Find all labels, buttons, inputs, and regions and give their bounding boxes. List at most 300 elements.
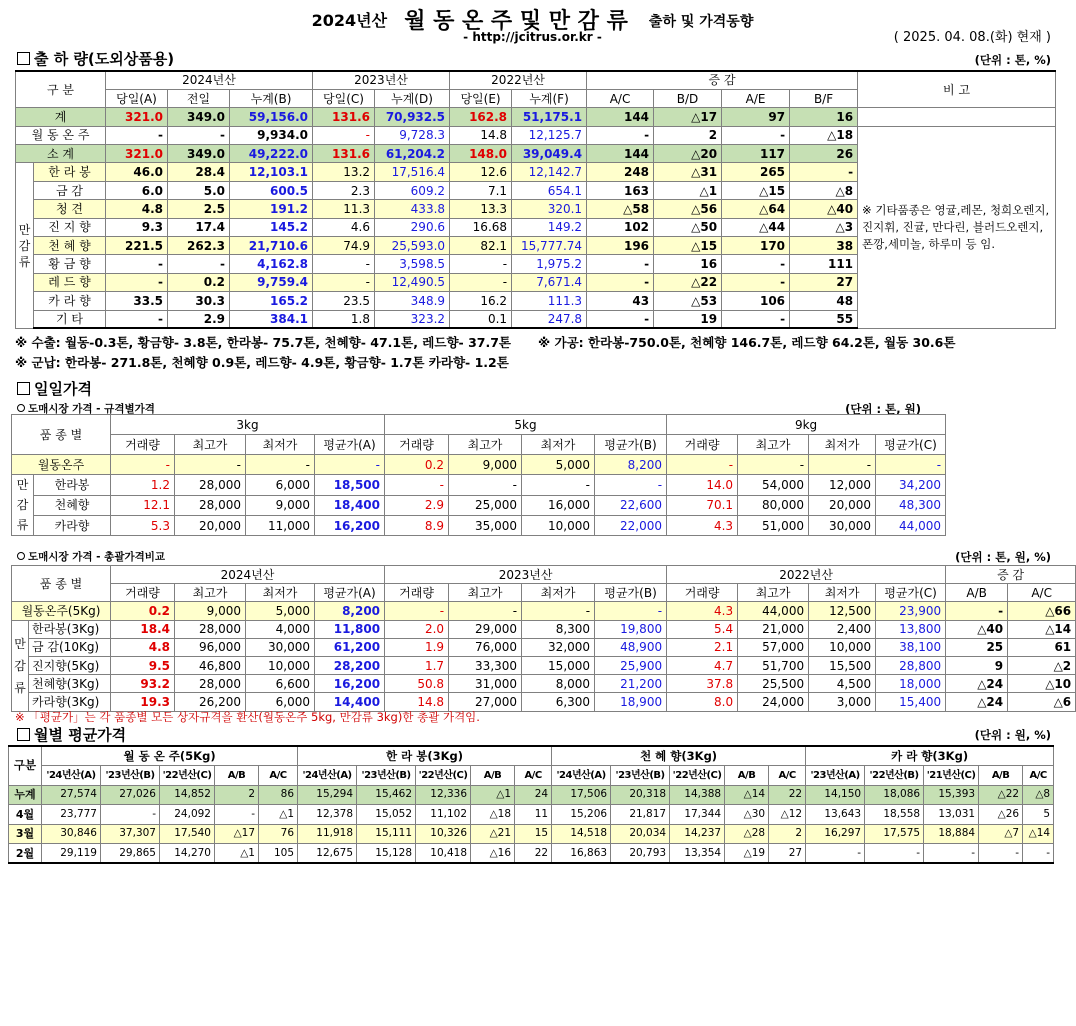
remark-blank-cell: [858, 108, 1056, 126]
header-kind: 품 종 별: [12, 566, 111, 602]
data-cell: 0.1: [450, 310, 512, 328]
data-cell: 191.2: [230, 200, 313, 218]
data-cell: 19,800: [595, 620, 667, 638]
col-header: 평균가(B): [595, 435, 667, 455]
data-cell: 20,034: [611, 824, 670, 844]
data-cell: -: [315, 455, 385, 475]
col-header: '22년산(C): [670, 766, 725, 786]
data-cell: 96,000: [175, 638, 246, 656]
data-cell: 22: [515, 844, 552, 864]
data-cell: -: [246, 455, 315, 475]
data-cell: 26,200: [175, 693, 246, 711]
row-label: 천혜향: [34, 495, 111, 515]
data-cell: 349.0: [168, 108, 230, 126]
data-cell: 5,000: [246, 602, 315, 620]
data-cell: 16: [654, 255, 722, 273]
data-cell: 609.2: [375, 181, 450, 199]
data-cell: -: [1023, 844, 1054, 864]
data-cell: 144: [587, 145, 654, 163]
data-cell: -: [106, 126, 168, 144]
data-cell: 11: [515, 805, 552, 825]
row-label: 소 계: [16, 145, 106, 163]
col-header: 평균가(C): [876, 435, 946, 455]
col-header: '24년산(A): [298, 766, 357, 786]
table-row: [12, 495, 946, 515]
data-cell: 7.1: [450, 181, 512, 199]
data-cell: 27,026: [101, 785, 160, 805]
data-cell: -: [924, 844, 979, 864]
col-header: '21년산(C): [924, 766, 979, 786]
data-cell: 16,200: [315, 675, 385, 693]
table-row: [9, 785, 1054, 805]
data-cell: 50.8: [385, 675, 449, 693]
data-cell: △14: [1023, 824, 1054, 844]
data-cell: △66: [1008, 602, 1076, 620]
row-label: 3월: [9, 824, 42, 844]
data-cell: △56: [654, 200, 722, 218]
data-cell: 16,297: [806, 824, 865, 844]
data-cell: △8: [790, 181, 858, 199]
row-label: 천 혜 향: [34, 237, 106, 255]
data-cell: 51,000: [738, 515, 809, 535]
data-cell: △22: [654, 273, 722, 291]
row-label: 한 라 봉: [34, 163, 106, 181]
data-cell: 3,000: [809, 693, 876, 711]
col-header: 평균가(B): [595, 584, 667, 602]
data-cell: 196: [587, 237, 654, 255]
data-cell: 8.9: [385, 515, 449, 535]
data-cell: 17,506: [552, 785, 611, 805]
data-cell: 117: [722, 145, 790, 163]
military-note: ※ 군납: 한라봉- 271.8톤, 천혜향 0.9톤, 레드향- 4.9톤, 황금향- 1.7톤 카라향- 1.2톤: [15, 355, 509, 370]
table-row: [12, 638, 1076, 656]
data-cell: 76,000: [449, 638, 522, 656]
table-row: [16, 108, 1056, 126]
process-note: ※ 가공: 한라봉-750.0톤, 천혜향 146.7톤, 레드향 64.2톤, 월동 30.6톤: [538, 335, 956, 350]
data-cell: -: [587, 273, 654, 291]
row-label: 금 감: [34, 181, 106, 199]
data-cell: 80,000: [738, 495, 809, 515]
data-cell: 12,336: [416, 785, 471, 805]
data-cell: △30: [725, 805, 769, 825]
data-cell: -: [385, 602, 449, 620]
col-header: A/C: [587, 89, 654, 107]
data-cell: 8,200: [315, 602, 385, 620]
data-cell: 44,000: [738, 602, 809, 620]
group-label: 만 감 류: [16, 163, 34, 329]
header-2024: 2024년산: [106, 71, 313, 89]
row-label: 진 지 향: [34, 218, 106, 236]
col-header: 누계(F): [512, 89, 587, 107]
data-cell: 51,175.1: [512, 108, 587, 126]
data-cell: 12,500: [809, 602, 876, 620]
data-cell: 14,400: [315, 693, 385, 711]
data-cell: 8,300: [522, 620, 595, 638]
data-cell: △16: [471, 844, 515, 864]
data-cell: 144: [587, 108, 654, 126]
data-cell: -: [449, 475, 522, 495]
data-cell: -: [522, 475, 595, 495]
data-cell: 27,000: [449, 693, 522, 711]
data-cell: 5.0: [168, 181, 230, 199]
data-cell: △14: [725, 785, 769, 805]
data-cell: 170: [722, 237, 790, 255]
data-cell: 19: [654, 310, 722, 328]
data-cell: 320.1: [512, 200, 587, 218]
daily-price-table: [11, 414, 946, 536]
data-cell: 148.0: [450, 145, 512, 163]
data-cell: 61,204.2: [375, 145, 450, 163]
export-note: ※ 수출: 월동-0.3톤, 황금향- 3.8톤, 한라봉- 75.7톤, 천혜향- 47.1톤, 레드향- 37.7톤: [15, 335, 511, 350]
data-cell: 30,000: [809, 515, 876, 535]
data-cell: -: [722, 310, 790, 328]
col-header: 평균가(A): [315, 584, 385, 602]
remark-cell: ※ 기타품종은 영귤,레몬, 청희오렌지, 진지휘, 진귤, 만다린, 블러드오렌지, 폰깡,세미놀, 하루미 등 임.: [858, 126, 1056, 328]
data-cell: 48,900: [595, 638, 667, 656]
data-cell: 21,817: [611, 805, 670, 825]
data-cell: 18,400: [315, 495, 385, 515]
circle-bullet-icon: [17, 552, 25, 560]
data-cell: 25,900: [595, 656, 667, 674]
header-5kg: 5kg: [385, 415, 667, 435]
data-cell: △15: [722, 181, 790, 199]
data-cell: 23,777: [42, 805, 101, 825]
data-cell: 29,119: [42, 844, 101, 864]
data-cell: -: [450, 255, 512, 273]
row-label: 한라봉(3Kg): [29, 620, 111, 638]
data-cell: 11.3: [313, 200, 375, 218]
data-cell: 57,000: [738, 638, 809, 656]
data-cell: 14,237: [670, 824, 725, 844]
data-cell: 37,307: [101, 824, 160, 844]
data-cell: 131.6: [313, 108, 375, 126]
col-header: A/B: [946, 584, 1008, 602]
data-cell: △19: [725, 844, 769, 864]
data-cell: 16: [790, 108, 858, 126]
data-cell: 106: [722, 292, 790, 310]
data-cell: 2.1: [667, 638, 738, 656]
data-cell: -: [106, 310, 168, 328]
data-cell: △53: [654, 292, 722, 310]
row-label: 한라봉: [34, 475, 111, 495]
data-cell: 11,918: [298, 824, 357, 844]
data-cell: 1.7: [385, 656, 449, 674]
data-cell: △15: [654, 237, 722, 255]
data-cell: △44: [722, 218, 790, 236]
data-cell: 30,000: [246, 638, 315, 656]
data-cell: 654.1: [512, 181, 587, 199]
col-header: 평균가(C): [876, 584, 946, 602]
col-header: B/F: [790, 89, 858, 107]
data-cell: 9,759.4: [230, 273, 313, 291]
data-cell: △40: [946, 620, 1008, 638]
data-cell: 22: [769, 785, 806, 805]
header-gubun: 구 분: [16, 71, 106, 108]
data-cell: 9,934.0: [230, 126, 313, 144]
data-cell: 4.7: [667, 656, 738, 674]
data-cell: 15,393: [924, 785, 979, 805]
data-cell: -: [450, 273, 512, 291]
data-cell: 15,500: [809, 656, 876, 674]
data-cell: 16,863: [552, 844, 611, 864]
group-header: 월 동 온 주(5Kg): [42, 746, 298, 766]
data-cell: 102: [587, 218, 654, 236]
data-cell: -: [106, 255, 168, 273]
col-header: A/B: [979, 766, 1023, 786]
total-sub-title: 도매시장 가격 - 총괄가격비교: [17, 549, 165, 564]
col-header: 거래량: [385, 435, 449, 455]
data-cell: 12,125.7: [512, 126, 587, 144]
data-cell: 13,031: [924, 805, 979, 825]
data-cell: 6,600: [246, 675, 315, 693]
row-label: 천혜향(3Kg): [29, 675, 111, 693]
data-cell: 11,800: [315, 620, 385, 638]
data-cell: △21: [471, 824, 515, 844]
col-header: '23년산(A): [806, 766, 865, 786]
row-label: 레 드 향: [34, 273, 106, 291]
data-cell: 48,300: [876, 495, 946, 515]
daily-section-title: 일일가격: [17, 378, 92, 399]
data-cell: △58: [587, 200, 654, 218]
data-cell: 6.0: [106, 181, 168, 199]
data-cell: 25,500: [738, 675, 809, 693]
col-header: 거래량: [385, 584, 449, 602]
data-cell: △24: [946, 693, 1008, 711]
checkbox-square-icon: [17, 728, 30, 741]
data-cell: 7,671.4: [512, 273, 587, 291]
data-cell: -: [587, 310, 654, 328]
data-cell: -: [722, 273, 790, 291]
data-cell: 70.1: [667, 495, 738, 515]
data-cell: 13,354: [670, 844, 725, 864]
col-header: A/B: [215, 766, 259, 786]
col-header: 당일(E): [450, 89, 512, 107]
data-cell: 28,800: [876, 656, 946, 674]
table-row: [12, 620, 1076, 638]
group-label: 만 감 류: [12, 475, 34, 536]
col-header: 최저가: [246, 435, 315, 455]
data-cell: 20,000: [809, 495, 876, 515]
data-cell: -: [215, 805, 259, 825]
col-header: 최고가: [738, 584, 809, 602]
data-cell: -: [865, 844, 924, 864]
data-cell: 349.0: [168, 145, 230, 163]
col-header: 당일(C): [313, 89, 375, 107]
data-cell: 1.2: [111, 475, 175, 495]
data-cell: 54,000: [738, 475, 809, 495]
data-cell: 162.8: [450, 108, 512, 126]
data-cell: 248: [587, 163, 654, 181]
data-cell: 433.8: [375, 200, 450, 218]
data-cell: 9,000: [246, 495, 315, 515]
data-cell: -: [175, 455, 246, 475]
data-cell: △1: [215, 844, 259, 864]
data-cell: 33.5: [106, 292, 168, 310]
data-cell: 23,900: [876, 602, 946, 620]
col-header: '24년산(A): [42, 766, 101, 786]
data-cell: 34,200: [876, 475, 946, 495]
data-cell: 48: [790, 292, 858, 310]
data-cell: 24,000: [738, 693, 809, 711]
data-cell: 82.1: [450, 237, 512, 255]
data-cell: 17,516.4: [375, 163, 450, 181]
col-header: '23년산(B): [101, 766, 160, 786]
data-cell: 27: [790, 273, 858, 291]
data-cell: 13.2: [313, 163, 375, 181]
data-cell: 14,270: [160, 844, 215, 864]
data-cell: 10,418: [416, 844, 471, 864]
col-header: '22년산(C): [416, 766, 471, 786]
data-cell: 74.9: [313, 237, 375, 255]
data-cell: -: [313, 126, 375, 144]
data-cell: 5,000: [522, 455, 595, 475]
data-cell: △14: [1008, 620, 1076, 638]
site-url[interactable]: - http://jcitrus.or.kr -: [463, 30, 602, 44]
data-cell: △50: [654, 218, 722, 236]
header-2023: 2023년산: [385, 566, 667, 584]
row-label: 황 금 향: [34, 255, 106, 273]
data-cell: 8.0: [667, 693, 738, 711]
table-row: [12, 455, 946, 475]
data-cell: 18,558: [865, 805, 924, 825]
data-cell: 9: [946, 656, 1008, 674]
data-cell: 26: [790, 145, 858, 163]
data-cell: 2,400: [809, 620, 876, 638]
row-label: 카라향(3Kg): [29, 693, 111, 711]
data-cell: 13,643: [806, 805, 865, 825]
data-cell: -: [979, 844, 1023, 864]
data-cell: 18,900: [595, 693, 667, 711]
data-cell: 4.6: [313, 218, 375, 236]
group-header: 천 혜 향(3Kg): [552, 746, 806, 766]
col-header: '24년산(A): [552, 766, 611, 786]
data-cell: 20,000: [175, 515, 246, 535]
header-9kg: 9kg: [667, 415, 946, 435]
data-cell: △1: [259, 805, 298, 825]
data-cell: -: [587, 126, 654, 144]
group-header: 한 라 봉(3Kg): [298, 746, 552, 766]
data-cell: 25,593.0: [375, 237, 450, 255]
data-cell: 321.0: [106, 108, 168, 126]
data-cell: 12,142.7: [512, 163, 587, 181]
daily-unit: (단위 : 톤, 원): [845, 402, 921, 416]
data-cell: 6,300: [522, 693, 595, 711]
data-cell: 111.3: [512, 292, 587, 310]
table-row: [12, 602, 1076, 620]
data-cell: 17,575: [865, 824, 924, 844]
data-cell: △40: [790, 200, 858, 218]
data-cell: 35,000: [449, 515, 522, 535]
header-2022: 2022년산: [667, 566, 946, 584]
data-cell: 11,000: [246, 515, 315, 535]
data-cell: 15,294: [298, 785, 357, 805]
data-cell: 111: [790, 255, 858, 273]
data-cell: 10,000: [246, 656, 315, 674]
col-header: 최저가: [246, 584, 315, 602]
col-header: A/E: [722, 89, 790, 107]
data-cell: 30,846: [42, 824, 101, 844]
header-gubun: 구분: [9, 746, 42, 785]
data-cell: 2.0: [385, 620, 449, 638]
data-cell: 18,884: [924, 824, 979, 844]
data-cell: 10,326: [416, 824, 471, 844]
table-row: [9, 844, 1054, 864]
data-cell: 12.6: [450, 163, 512, 181]
title-suffix: 출하 및 가격동향: [648, 14, 754, 30]
data-cell: 145.2: [230, 218, 313, 236]
data-cell: 0.2: [111, 602, 175, 620]
data-cell: 44,000: [876, 515, 946, 535]
data-cell: 12,000: [809, 475, 876, 495]
data-cell: 1.8: [313, 310, 375, 328]
shipment-table: [15, 70, 1056, 329]
data-cell: 1.9: [385, 638, 449, 656]
row-label: 기 타: [34, 310, 106, 328]
data-cell: 20,318: [611, 785, 670, 805]
col-header: A/B: [471, 766, 515, 786]
average-price-footnote: ※ 「평균가」는 각 품종별 모든 상자규격을 환산(월동온주 5kg, 만감류 3kg)한 총괄 가격임.: [15, 710, 480, 724]
data-cell: △24: [946, 675, 1008, 693]
data-cell: 12,378: [298, 805, 357, 825]
table-row: [12, 515, 946, 535]
data-cell: 39,049.4: [512, 145, 587, 163]
data-cell: △22: [979, 785, 1023, 805]
col-header: '22년산(C): [160, 766, 215, 786]
data-cell: 14,388: [670, 785, 725, 805]
data-cell: 247.8: [512, 310, 587, 328]
data-cell: 25,000: [449, 495, 522, 515]
data-cell: 348.9: [375, 292, 450, 310]
data-cell: -: [809, 455, 876, 475]
col-header: 거래량: [111, 584, 175, 602]
data-cell: 15: [515, 824, 552, 844]
col-header: 거래량: [667, 435, 738, 455]
data-cell: 15,052: [357, 805, 416, 825]
data-cell: 24,092: [160, 805, 215, 825]
header-remark: 비 고: [858, 71, 1056, 108]
data-cell: 163: [587, 181, 654, 199]
col-header: 최고가: [175, 435, 246, 455]
data-cell: 30.3: [168, 292, 230, 310]
data-cell: 14,150: [806, 785, 865, 805]
data-cell: 97: [722, 108, 790, 126]
data-cell: 9,000: [449, 455, 522, 475]
data-cell: 12,675: [298, 844, 357, 864]
data-cell: 2.5: [168, 200, 230, 218]
data-cell: 4.3: [667, 515, 738, 535]
data-cell: 29,000: [449, 620, 522, 638]
data-cell: 23.5: [313, 292, 375, 310]
data-cell: 86: [259, 785, 298, 805]
daily-sub-title: 도매시장 가격 - 규격별가격: [17, 401, 155, 416]
data-cell: 4.8: [106, 200, 168, 218]
col-header: A/C: [769, 766, 806, 786]
data-cell: -: [111, 455, 175, 475]
data-cell: 11,102: [416, 805, 471, 825]
data-cell: 21,200: [595, 675, 667, 693]
row-label: 월동온주: [12, 455, 111, 475]
data-cell: 17.4: [168, 218, 230, 236]
data-cell: 12,103.1: [230, 163, 313, 181]
data-cell: -: [313, 273, 375, 291]
header-change: 증 감: [587, 71, 858, 89]
data-cell: -: [806, 844, 865, 864]
data-cell: 61,200: [315, 638, 385, 656]
monthly-unit: (단위 : 원, %): [974, 728, 1051, 742]
data-cell: 2: [769, 824, 806, 844]
data-cell: 4.8: [111, 638, 175, 656]
data-cell: 28,200: [315, 656, 385, 674]
